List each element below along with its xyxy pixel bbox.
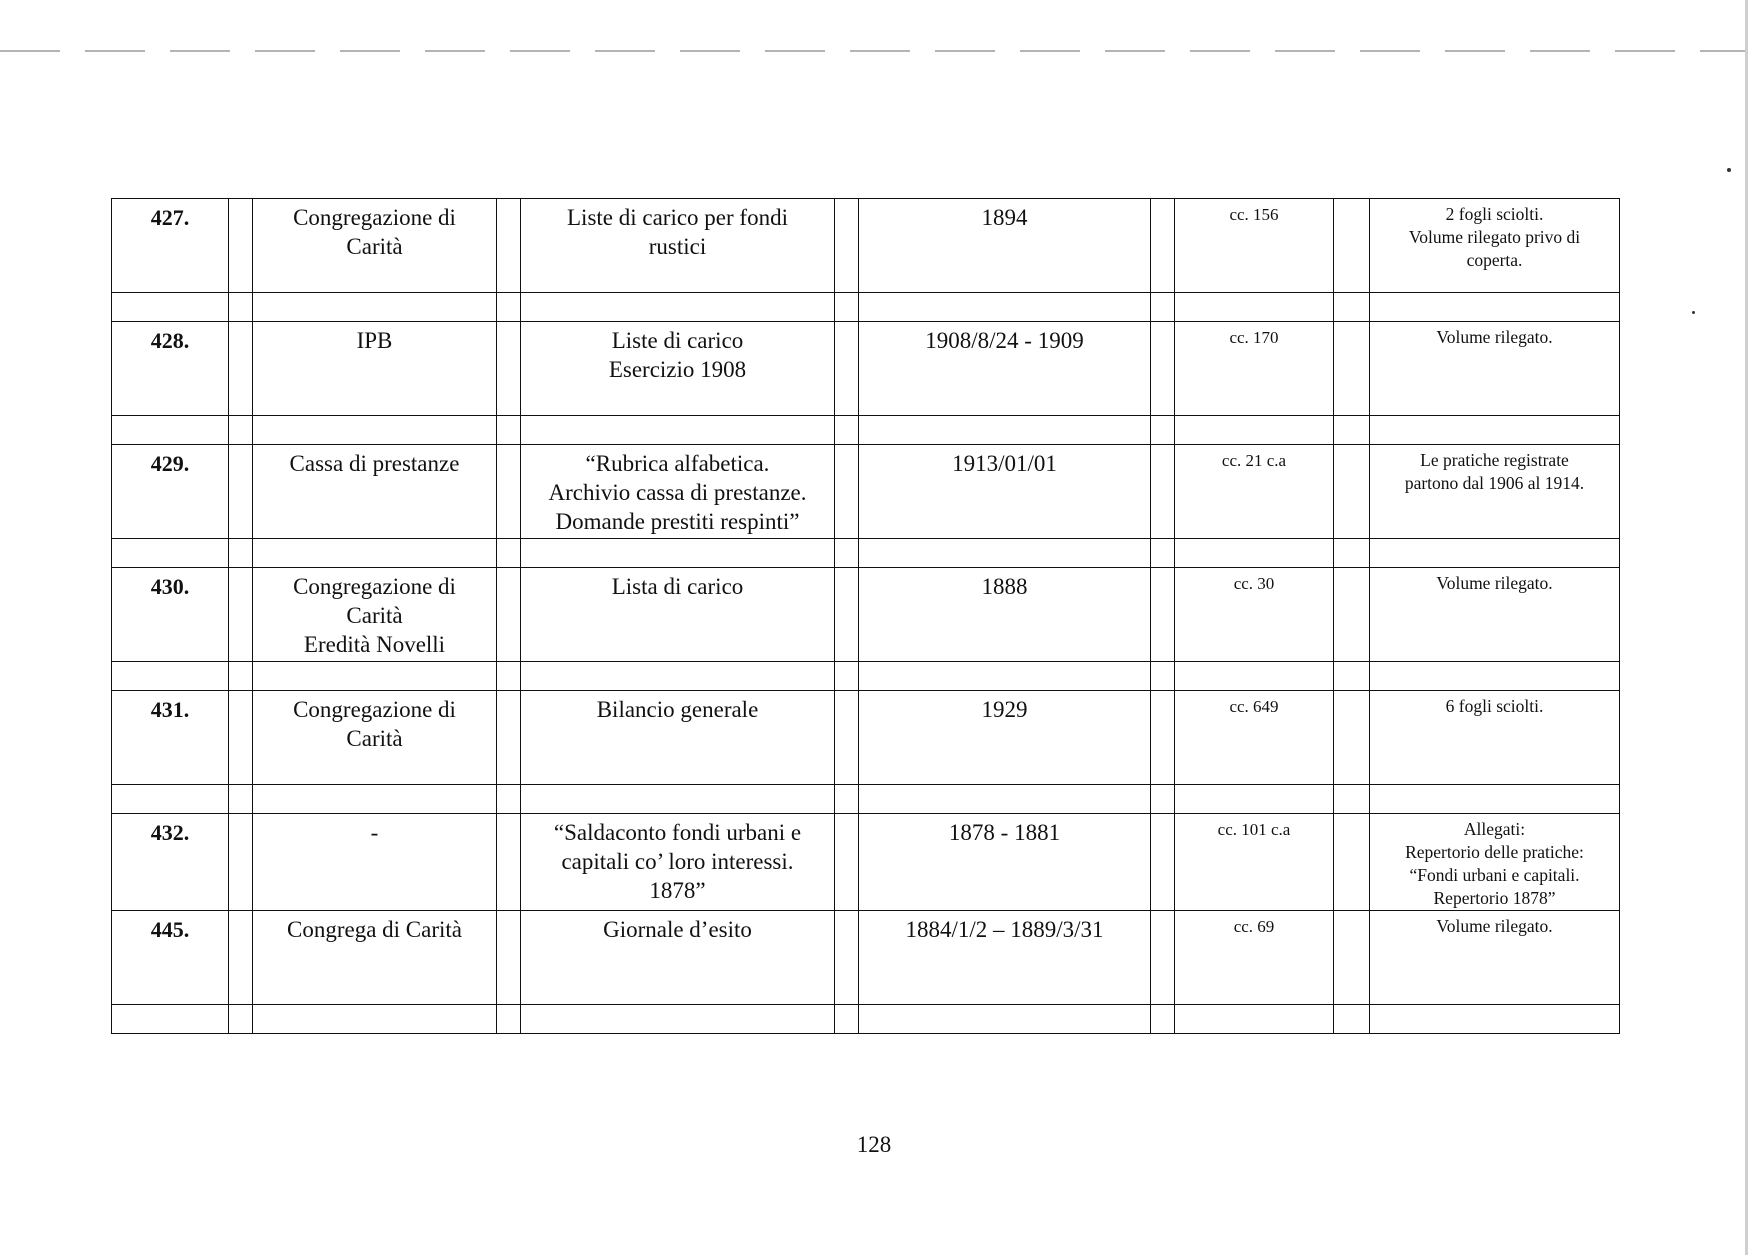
spacer-cell [835,662,859,691]
record-institution-line: Eredità Novelli [303,632,446,657]
table-row [112,199,1620,293]
spacer-cell [253,539,497,568]
spacer-cell [1370,539,1620,568]
spacer-cell [1151,785,1175,814]
record-notes-line: “Fondi urbani e capitali. [1409,865,1580,885]
column-gap [1151,445,1175,539]
column-gap [1151,568,1175,662]
record-title [521,814,835,911]
spacer-cell [1151,1005,1175,1034]
page-number: 128 [856,1132,892,1157]
table-row [112,322,1620,416]
record-date: 1894 [859,199,1151,293]
record-sheet-count: cc. 21 c.a [1175,445,1334,539]
spacer-cell [497,1005,521,1034]
spacer-cell [497,293,521,322]
spacer-cell [112,785,229,814]
record-sheet-count: cc. 156 [1175,199,1334,293]
scan-speck [1727,168,1731,172]
record-sheet-count: cc. 30 [1175,568,1334,662]
column-gap [835,691,859,785]
spacer-cell [497,416,521,445]
spacer-cell [859,662,1151,691]
spacer-cell [835,416,859,445]
record-notes-line: Le pratiche registrate [1420,450,1569,470]
table-spacer-row [112,539,1620,568]
column-gap [835,568,859,662]
column-gap [229,691,253,785]
record-institution [253,691,497,785]
spacer-cell [1175,293,1334,322]
spacer-cell [1370,662,1620,691]
column-gap [1334,199,1370,293]
record-notes-line: coperta. [1466,250,1523,270]
column-gap [229,445,253,539]
record-number: 432. [112,814,229,911]
record-sheet-count: cc. 649 [1175,691,1334,785]
record-notes [1370,568,1620,662]
column-gap [1334,322,1370,416]
spacer-cell [1334,662,1370,691]
record-title-line: Liste di carico [611,328,744,353]
record-title-line: capitali co’ loro interessi. [561,849,794,874]
table-row [112,911,1620,1005]
spacer-cell [1370,416,1620,445]
record-institution-line: Cassa di prestanze [289,451,460,476]
spacer-cell [1175,662,1334,691]
spacer-cell [497,662,521,691]
column-gap [1151,691,1175,785]
column-gap [229,814,253,911]
record-institution-line: Carità [346,726,403,751]
record-title [521,911,835,1005]
record-title-line: Bilancio generale [596,697,759,722]
record-institution-line: Congrega di Carità [286,917,462,942]
record-institution-line: Carità [346,603,403,628]
column-gap [1151,911,1175,1005]
spacer-cell [835,539,859,568]
spacer-cell [253,293,497,322]
record-number: 431. [112,691,229,785]
spacer-cell [497,785,521,814]
column-gap [1334,691,1370,785]
record-notes [1370,911,1620,1005]
spacer-cell [1370,293,1620,322]
column-gap [1151,199,1175,293]
record-title-line: Archivio cassa di prestanze. [548,480,807,505]
record-institution [253,322,497,416]
spacer-cell [521,662,835,691]
record-title-line: Domande prestiti respinti” [555,509,800,534]
column-gap [1334,911,1370,1005]
record-institution-line: Congregazione di [293,697,456,722]
record-date: 1908/8/24 - 1909 [859,322,1151,416]
record-title [521,445,835,539]
record-sheet-count: cc. 69 [1175,911,1334,1005]
spacer-cell [521,1005,835,1034]
column-gap [229,568,253,662]
column-gap [229,911,253,1005]
column-gap [835,911,859,1005]
inventory-table-body [112,199,1620,1034]
column-gap [497,322,521,416]
record-notes [1370,814,1620,911]
spacer-cell [112,293,229,322]
spacer-cell [835,785,859,814]
record-notes-line: 6 fogli sciolti. [1445,696,1544,716]
spacer-cell [1151,662,1175,691]
spacer-cell [253,662,497,691]
scan-edge-top [0,50,1748,52]
table-spacer-row [112,662,1620,691]
column-gap [229,322,253,416]
record-date: 1913/01/01 [859,445,1151,539]
record-notes-line: Allegati: [1463,819,1526,839]
spacer-cell [521,785,835,814]
record-institution-line: - [370,820,379,845]
spacer-cell [1151,416,1175,445]
record-number: 430. [112,568,229,662]
column-gap [835,322,859,416]
spacer-cell [1334,539,1370,568]
record-title-line: 1878” [649,878,706,903]
spacer-cell [229,785,253,814]
record-institution-line: Congregazione di [293,574,456,599]
column-gap [1151,322,1175,416]
column-gap [497,814,521,911]
spacer-cell [497,539,521,568]
spacer-cell [253,785,497,814]
record-notes-line: Volume rilegato. [1436,573,1553,593]
record-title [521,199,835,293]
spacer-cell [1175,539,1334,568]
inventory-table [111,198,1620,1034]
column-gap [497,445,521,539]
record-institution-line: Carità [346,234,403,259]
record-title [521,691,835,785]
record-number: 445. [112,911,229,1005]
table-spacer-row [112,785,1620,814]
inventory-table-container [111,198,1619,1034]
record-institution [253,568,497,662]
spacer-cell [112,662,229,691]
spacer-cell [1334,1005,1370,1034]
column-gap [1334,568,1370,662]
record-title [521,568,835,662]
spacer-cell [229,293,253,322]
record-notes-line: 2 fogli sciolti. [1445,204,1544,224]
record-number: 429. [112,445,229,539]
scan-speck [1692,311,1695,314]
spacer-cell [1175,785,1334,814]
record-institution [253,445,497,539]
record-institution [253,911,497,1005]
table-row [112,691,1620,785]
table-row [112,568,1620,662]
record-title-line: “Rubrica alfabetica. [585,451,770,476]
column-gap [1334,445,1370,539]
record-notes-line: Volume rilegato privo di [1408,227,1581,247]
column-gap [1334,814,1370,911]
spacer-cell [112,539,229,568]
spacer-cell [1175,416,1334,445]
spacer-cell [1334,293,1370,322]
record-title-line: Esercizio 1908 [608,357,747,382]
spacer-cell [253,416,497,445]
record-date: 1884/1/2 – 1889/3/31 [859,911,1151,1005]
spacer-cell [835,1005,859,1034]
spacer-cell [835,293,859,322]
spacer-cell [253,1005,497,1034]
record-notes-line: Repertorio 1878” [1433,888,1556,908]
spacer-cell [1175,1005,1334,1034]
column-gap [497,568,521,662]
spacer-cell [521,539,835,568]
table-spacer-row [112,416,1620,445]
record-notes [1370,322,1620,416]
record-institution-line: Congregazione di [293,205,456,230]
table-spacer-row [112,1005,1620,1034]
record-institution [253,199,497,293]
record-notes-line: partono dal 1906 al 1914. [1404,473,1585,493]
table-row [112,814,1620,911]
spacer-cell [1334,785,1370,814]
record-title-line: “Saldaconto fondi urbani e [553,820,802,845]
record-notes [1370,199,1620,293]
record-number: 427. [112,199,229,293]
record-notes [1370,445,1620,539]
column-gap [835,199,859,293]
record-date: 1888 [859,568,1151,662]
table-spacer-row [112,293,1620,322]
spacer-cell [1151,293,1175,322]
spacer-cell [1334,416,1370,445]
record-title-line: Giornale d’esito [603,917,752,942]
record-institution-line: IPB [356,328,393,353]
column-gap [835,445,859,539]
record-title-line: rustici [648,234,707,259]
spacer-cell [112,416,229,445]
spacer-cell [112,1005,229,1034]
spacer-cell [1151,539,1175,568]
spacer-cell [859,785,1151,814]
spacer-cell [859,1005,1151,1034]
spacer-cell [1370,1005,1620,1034]
record-sheet-count: cc. 170 [1175,322,1334,416]
record-title [521,322,835,416]
record-notes [1370,691,1620,785]
column-gap [229,199,253,293]
spacer-cell [859,539,1151,568]
record-notes-line: Repertorio delle pratiche: [1405,842,1584,862]
spacer-cell [859,293,1151,322]
record-notes-line: Volume rilegato. [1436,916,1553,936]
column-gap [497,691,521,785]
record-notes-line: Volume rilegato. [1436,327,1553,347]
record-institution [253,814,497,911]
record-date: 1878 - 1881 [859,814,1151,911]
record-title-line: Lista di carico [611,574,744,599]
column-gap [1151,814,1175,911]
spacer-cell [229,416,253,445]
record-sheet-count: cc. 101 c.a [1175,814,1334,911]
table-row [112,445,1620,539]
spacer-cell [229,662,253,691]
record-date: 1929 [859,691,1151,785]
spacer-cell [521,293,835,322]
spacer-cell [521,416,835,445]
record-title-line: Liste di carico per fondi [567,205,788,230]
record-number: 428. [112,322,229,416]
spacer-cell [1370,785,1620,814]
spacer-cell [229,1005,253,1034]
column-gap [497,199,521,293]
column-gap [835,814,859,911]
column-gap [497,911,521,1005]
spacer-cell [229,539,253,568]
spacer-cell [859,416,1151,445]
